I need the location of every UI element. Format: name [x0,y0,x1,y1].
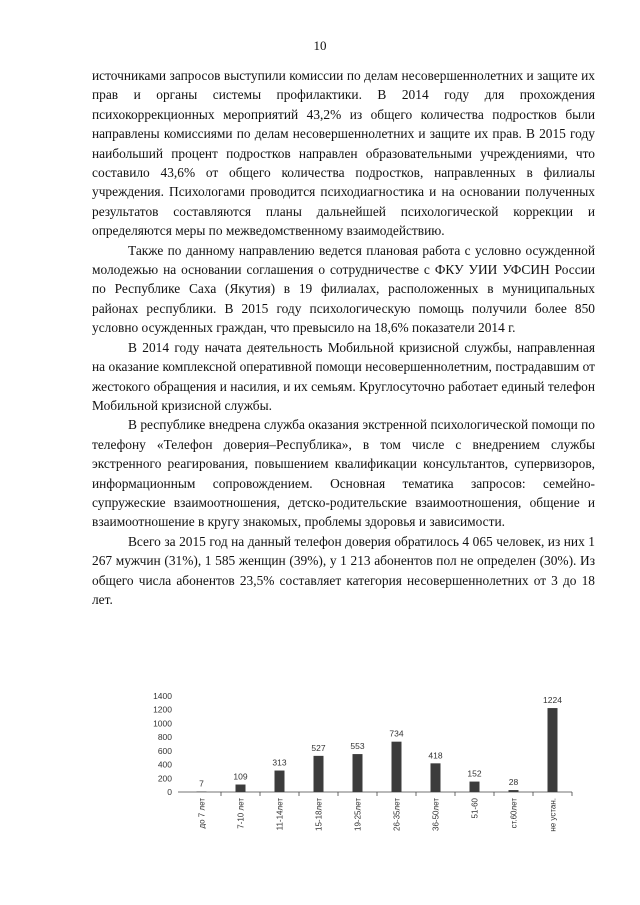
x-tick-label: 11-14лет [275,798,285,831]
bar [509,790,519,792]
data-label: 109 [233,771,248,782]
x-tick-label: 36-50лет [431,798,441,831]
data-label: 313 [272,757,287,768]
y-tick-label: 600 [157,745,172,756]
bar [314,756,324,792]
paragraph-1: источниками запросов выступили комиссии по делам несовершеннолетних и защите их прав и органы системы профилактики. В 2014 году для прохождения психокоррекционных мероприятий 43,2% из общего количества подростков были направлены комиссиями по делам несовершеннолетних и защите их прав. В 2015 году наибольший процент подростков направлен образовательными учреждениями, что составило 43,6% от общего количества подростков, направленных в филиалы учреждения. Психологами проводится психодиагностика и на основании полученных результатов составляются планы дальнейшей психологической коррекции и определяются меры по межведомственному взаимодействию. [92,68,595,239]
y-tick-label: 1400 [153,691,172,701]
data-label: 418 [428,750,443,761]
age-distribution-bar-chart [140,686,580,851]
data-label: 553 [350,741,365,752]
y-tick-label: 200 [157,773,172,784]
data-label: 7 [199,778,204,789]
bar [275,771,285,792]
page-number: 10 [313,38,327,53]
bar [470,782,480,792]
paragraph-3: В 2014 году начата деятельность Мобильной кризисной службы, направленная на оказание комплексной оперативной помощи несовершеннолетним, пострадавшим от жестокого обращения и насилия, и их семьям. Круглосуточно работает единый телефон Мобильной кризисной службы. [92,339,595,413]
paragraph-4: В республике внедрена служба оказания экстренной психологической помощи по телефону «Телефон доверия–Республика», в том числе с внедрением службы экстренного реагирования, повышением квалификации консультантов, супервизоров, информационным сопровождением. Основная тематика запросов: семейно-супружеские взаимоотношения, детско-родительские взаимоотношения, общение и взаимоотношение в кругу знакомых, проблемы здоровья и зависимости. [92,417,595,530]
y-tick-label: 1000 [153,718,172,729]
bar [548,708,558,792]
x-tick-label: до 7 лет [197,798,207,829]
y-tick-label: 1200 [153,704,172,715]
x-tick-label: не устан. [548,798,558,832]
x-tick-label: 19-25лет [353,798,363,831]
bar [431,763,441,792]
x-tick-label: ст.60лет [509,798,519,829]
x-tick-label: 26-35лет [392,798,402,831]
x-tick-label: 51-60 [470,798,480,819]
bar [392,742,402,792]
y-tick-label: 400 [157,759,172,770]
data-label: 152 [467,768,482,779]
data-label: 527 [311,742,326,753]
data-label: 1224 [543,695,562,706]
bar [353,754,363,792]
paragraph-5: Всего за 2015 год на данный телефон доверия обратилось 4 065 человек, из них 1 267 мужчин (31%), 1 585 женщин (39%), у 1 213 абонентов пол не определен (30%). Из общего числа абонентов 23,5% составляет категория несовершеннолетних от 3 до 18 лет. [92,533,595,607]
body-text [92,66,595,609]
y-tick-label: 800 [157,732,172,743]
data-label: 28 [508,777,519,788]
x-tick-label: 15-18лет [314,798,324,831]
x-tick-label: 7-10 лет [236,798,246,829]
paragraph-2: Также по данному направлению ведется плановая работа с условно осужденной молодежью на основании соглашения о сотрудничестве с ФКУ УИИ УФСИН России по Республике Саха (Якутия) в 19 филиалах, расположенных в муниципальных районах республики. В 2015 году психологическую помощь получили более 850 условно осужденных граждан, что превысило на 18,6% показатели 2014 г. [92,242,595,336]
bar [236,785,246,792]
y-tick-label: 0 [167,787,172,797]
data-label: 734 [389,728,404,739]
